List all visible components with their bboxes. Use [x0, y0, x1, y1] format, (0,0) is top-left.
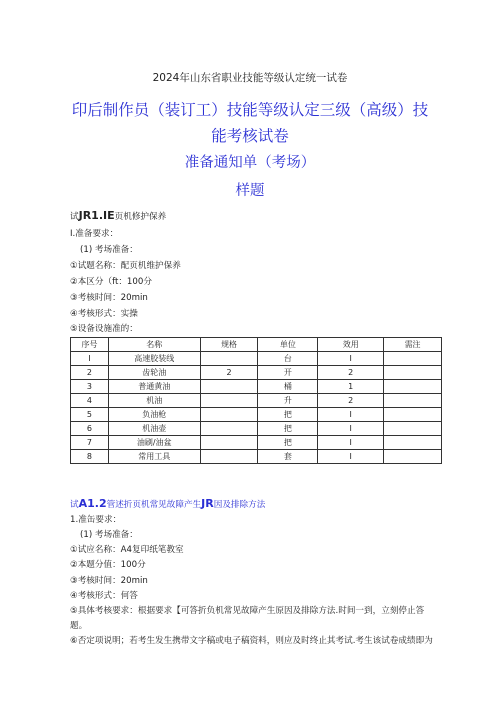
equipment-table: [70, 337, 442, 464]
table-cell: 油刷/油盆: [108, 436, 200, 450]
table-row: [71, 380, 442, 394]
q2-title-code2: JR: [201, 497, 214, 510]
table-cell: I: [318, 352, 384, 366]
table-cell: 1: [318, 380, 384, 394]
table-cell: [384, 436, 442, 450]
table-row: [71, 436, 442, 450]
paper-title-line2: [62, 124, 438, 148]
q2-title-end: 因及排除方法: [213, 500, 266, 510]
q2-title-code: A1.2: [78, 497, 107, 510]
exam-name: 2024年山东省职业技能等级认定统一试卷: [152, 72, 348, 84]
q2-prep: 1.准缶要求：: [70, 515, 122, 525]
table-cell: I: [318, 436, 384, 450]
table-cell: 2: [318, 394, 384, 408]
table-cell: 8: [71, 450, 109, 464]
table-cell: I: [318, 450, 384, 464]
table-cell: 4: [71, 394, 109, 408]
table-header-row: [71, 338, 442, 352]
table-cell: 台: [258, 352, 318, 366]
table-cell: [200, 352, 258, 366]
table-cell: 2: [200, 366, 258, 380]
q1-item-1: ①试题名称：配页机维护保养: [70, 261, 181, 271]
table-row: [71, 422, 442, 436]
col-header: 规格: [200, 338, 258, 352]
table-cell: 齿轮油: [108, 366, 200, 380]
q1-venue: (1) 考场准备：: [80, 245, 138, 255]
table-cell: 把: [258, 422, 318, 436]
q2-item-6: ⑥否定项说明；若考生发生携带文字稿或电子稿资料，则应及时终止其考试.考生该试卷成绩即为: [70, 636, 433, 646]
table-cell: 6: [71, 422, 109, 436]
table-cell: [384, 394, 442, 408]
table-cell: [384, 422, 442, 436]
table-cell: [384, 450, 442, 464]
table-cell: 机油壶: [108, 422, 200, 436]
paper-title-line2-text: 能考核试卷: [211, 127, 289, 145]
q1-item-2: ②本区分（ft：100分: [70, 277, 152, 287]
table-cell: 把: [258, 408, 318, 422]
q2-item-2: ②本题分值：100分: [70, 560, 146, 570]
q2-title: [70, 497, 265, 510]
q1-item-4: ④考核形式：实操: [70, 309, 138, 319]
table-cell: I: [318, 408, 384, 422]
paper-title-line1: 印后制作员（装订工）技能等级认定三级（高级）技: [71, 101, 429, 119]
col-header: 序号: [71, 338, 109, 352]
table-cell: [200, 394, 258, 408]
table-cell: I: [318, 422, 384, 436]
notice-title: 准备通知单（考场）: [184, 155, 316, 171]
col-header: 效用: [318, 338, 384, 352]
table-cell: 开: [258, 366, 318, 380]
table-cell: I: [71, 352, 109, 366]
q2-item-4: ④考核形式：何答: [70, 591, 138, 601]
col-header: 需注: [384, 338, 442, 352]
table-cell: 普通黄油: [108, 380, 200, 394]
table-cell: [200, 450, 258, 464]
q2-item-5-line1: ⑤具体考核要求：根据要求【可答折负机常见故障产生原因及排除方法.时间一到，立刻停止答: [70, 606, 425, 616]
table-cell: 套: [258, 450, 318, 464]
q2-item-3: ③考核时间：20min: [70, 576, 148, 586]
table-cell: [384, 366, 442, 380]
q1-title: [70, 209, 166, 222]
table-cell: [200, 422, 258, 436]
table-cell: 常用工具: [108, 450, 200, 464]
table-cell: 3: [71, 380, 109, 394]
table-cell: 把: [258, 436, 318, 450]
table-row: [71, 450, 442, 464]
table-cell: [200, 380, 258, 394]
q2-title-mid: 管述折页机常见故障产生: [106, 500, 202, 510]
table-cell: 负油枪: [108, 408, 200, 422]
q1-prep: I.准备要求：: [70, 229, 119, 239]
q1-title-text: 页机修护保养: [114, 212, 167, 222]
q2-item-5-line2: 题。: [70, 621, 88, 631]
q2-title-prefix: 试: [70, 500, 79, 510]
table-row: [71, 394, 442, 408]
table-cell: [200, 408, 258, 422]
q1-item-5: ⑤设备设施准的：: [70, 324, 138, 334]
table-cell: [200, 436, 258, 450]
table-cell: 7: [71, 436, 109, 450]
q2-venue: (1) 考场准备：: [80, 530, 138, 540]
q1-title-prefix: 试: [70, 212, 79, 222]
sample-label: 样题: [235, 183, 265, 199]
table-cell: [384, 380, 442, 394]
table-cell: 2: [318, 366, 384, 380]
table-row: [71, 352, 442, 366]
col-header: 单位: [258, 338, 318, 352]
table-cell: 5: [71, 408, 109, 422]
q2-item-1: ①试应名称：A4复印纸笔教室: [70, 545, 184, 555]
q1-title-code: JR1.IE: [78, 209, 115, 222]
table-cell: 高速胶装线: [108, 352, 200, 366]
table-cell: 桶: [258, 380, 318, 394]
table-cell: 升: [258, 394, 318, 408]
col-header: 名称: [108, 338, 200, 352]
table-cell: [384, 408, 442, 422]
table-row: [71, 366, 442, 380]
table-cell: 2: [71, 366, 109, 380]
table-cell: [384, 352, 442, 366]
q1-item-3: ③考核时间：20min: [70, 293, 148, 303]
table-row: [71, 408, 442, 422]
table-cell: 机油: [108, 394, 200, 408]
